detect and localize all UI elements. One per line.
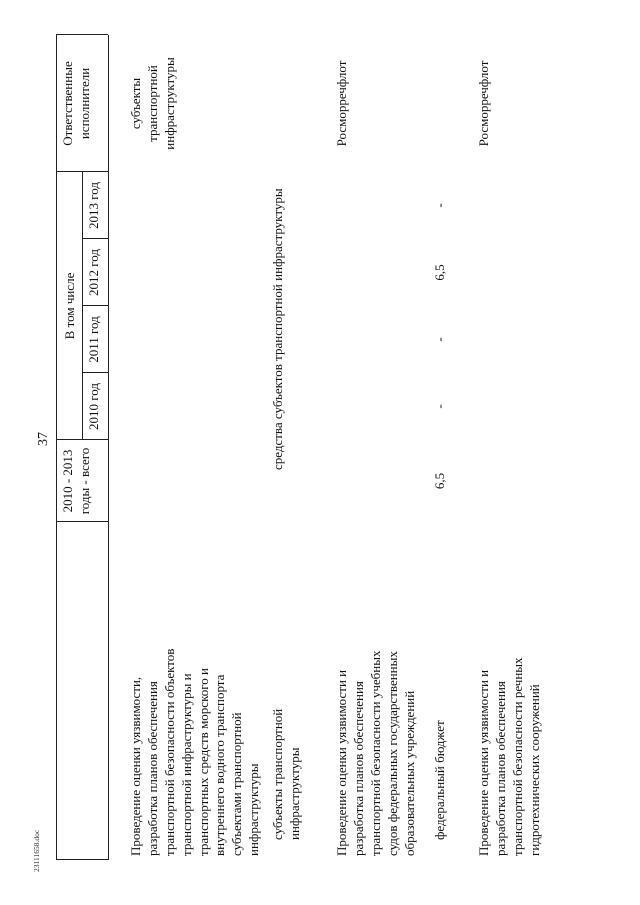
header-total-line1: 2010 - 2013 [60,449,75,513]
row-2-source-line: субъекты транспортной [270,708,285,840]
header-bottom-rule [108,35,109,860]
row-1-line: субъектами транспортной [229,712,245,856]
row-3-executor: Росморречфлот [334,60,349,147]
row-1-line: инфраструктуры [246,763,262,856]
page-number: 37 [36,432,51,446]
row-1-executor-line: транспортной [144,65,160,142]
header-year-2013: 2013 год [86,182,101,229]
header-incl: В том числе [62,272,77,340]
document-id: 23111658.doc [32,829,41,872]
rotated-table [56,35,636,860]
header-executors-line2: исполнители [76,67,92,140]
header-year-2011: 2011 год [86,316,101,363]
row-4-value-2012: 6,5 [432,264,447,281]
row-4-value-2013: - [432,203,447,208]
header-year-2010: 2010 год [86,383,101,430]
row-5-description [476,526,544,856]
row-3-line: транспортной безопасности учебных [367,650,383,856]
row-1-line: транспортных средств морского и [195,668,211,856]
row-1-line: транспортной безопасности объектов [161,648,177,856]
row-1-line: внутреннего водного транспорта [212,674,228,856]
row-1-description [128,526,263,856]
row-5-line: гидротехнических сооружений [526,684,542,856]
row-2-source-line: инфраструктуры [286,747,302,840]
row-2-source [270,540,304,840]
header-executors-line1: Ответственные [60,61,75,146]
row-4-value-total: 6,5 [432,472,447,490]
row-4-source: федеральный бюджет [432,720,447,840]
row-3-line: судов федеральных государственных [384,651,400,856]
row-1-line: Проведение оценки уязвимости, [128,676,143,856]
row-1-executor-line: инфраструктуры [161,57,177,150]
row-5-line: Проведение оценки уязвимости и [476,669,491,856]
row-1-line: транспортной инфраструктуры и [178,673,194,856]
row-3-line: образовательных учреждений [401,690,417,856]
col-rule-1 [56,859,108,860]
row-3-line: разработка планов обеспечения [350,681,366,856]
row-4-value-2010: - [432,404,447,409]
row-3-line: Проведение оценки уязвимости и [334,669,349,856]
row-5-line: транспортной безопасности речных [509,657,525,856]
row-1-executor-line: субъекты [128,77,143,130]
row-5-line: разработка планов обеспечения [492,681,508,856]
header-total-line2: годы - всего [76,447,92,515]
incl-rule [82,172,83,440]
header-total [60,440,94,522]
row-3-description [334,526,418,856]
row-4-value-2011: - [432,337,447,342]
header-top-rule [56,35,57,860]
header-executors [60,35,94,172]
row-5-executor: Росморречфлот [476,60,491,147]
row-2-funding-text: средства субъектов транспортной инфраструктуры [270,188,285,470]
row-1-executor [128,35,179,172]
header-year-2012: 2012 год [86,249,101,296]
row-1-line: разработка планов обеспечения [144,681,160,856]
